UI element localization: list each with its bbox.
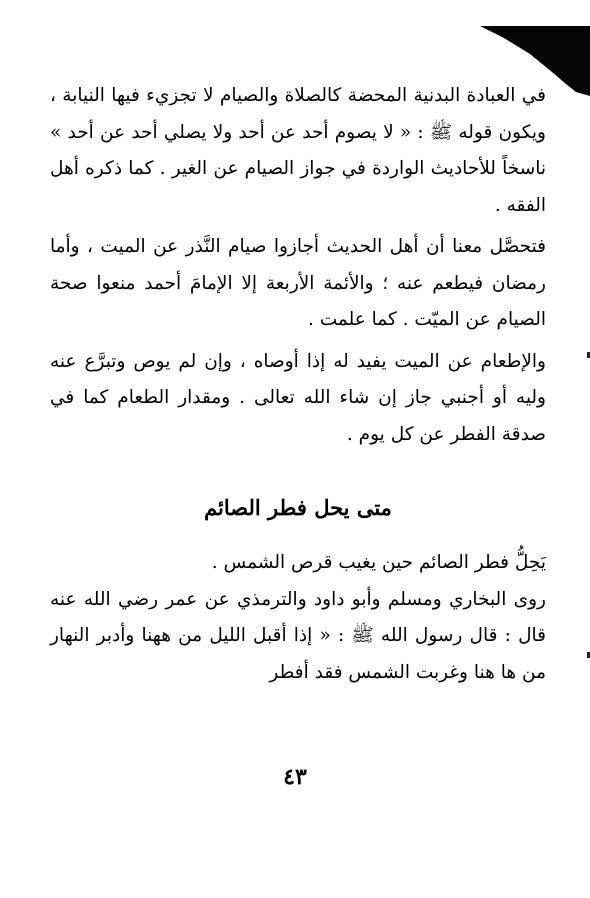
paragraph-summary: فتحصَّل معنا أن أهل الحديث أجازوا صيام النَّذر عن الميت ، وأما رمضان فيطعم عنه ؛ والأئمة الأربعة إلا الإمامَ أحمد منعوا صحة الصيام عن الميّت . كما علمت .: [50, 236, 546, 330]
page-number: ٤٣: [283, 764, 307, 790]
paragraph-fasting-proxy: في العبادة البدنية المحضة كالصلاة والصيام لا تجزيء فيها النيابة ، ويكون قوله ﷺ : « لا يصوم أحد عن أحد ولا يصلي أحد عن أحد » ناسخاً للأحاديث الواردة في جواز الصيام عن الغير . كما ذكره أهل الفقه .: [50, 85, 546, 216]
paragraph-breaking-fast: يَحِلُّ فطر الصائم حين يغيب قرص الشمس .: [211, 552, 546, 573]
section-heading: متى يحل فطر الصائم: [204, 495, 392, 520]
paragraph-feeding: والإطعام عن الميت يفيد له إذا أوصاه ، وإن لم يوص وتبرَّع عنه وليه أو أجنبي جاز إن شاء الله تعالى . ومقدار الطعام كما في صدقة الفطر عن كل يوم .: [50, 350, 546, 445]
page-body: [50, 78, 546, 691]
paragraph-hadith: روى البخاري ومسلم وأبو داود والترمذي عن عمر رضي الله عنه قال : قال رسول الله ﷺ : « إذا أقبل الليل من ههنا وأدبر النهار من ها هنا وغربت الشمس فقد أفطر: [50, 588, 546, 683]
